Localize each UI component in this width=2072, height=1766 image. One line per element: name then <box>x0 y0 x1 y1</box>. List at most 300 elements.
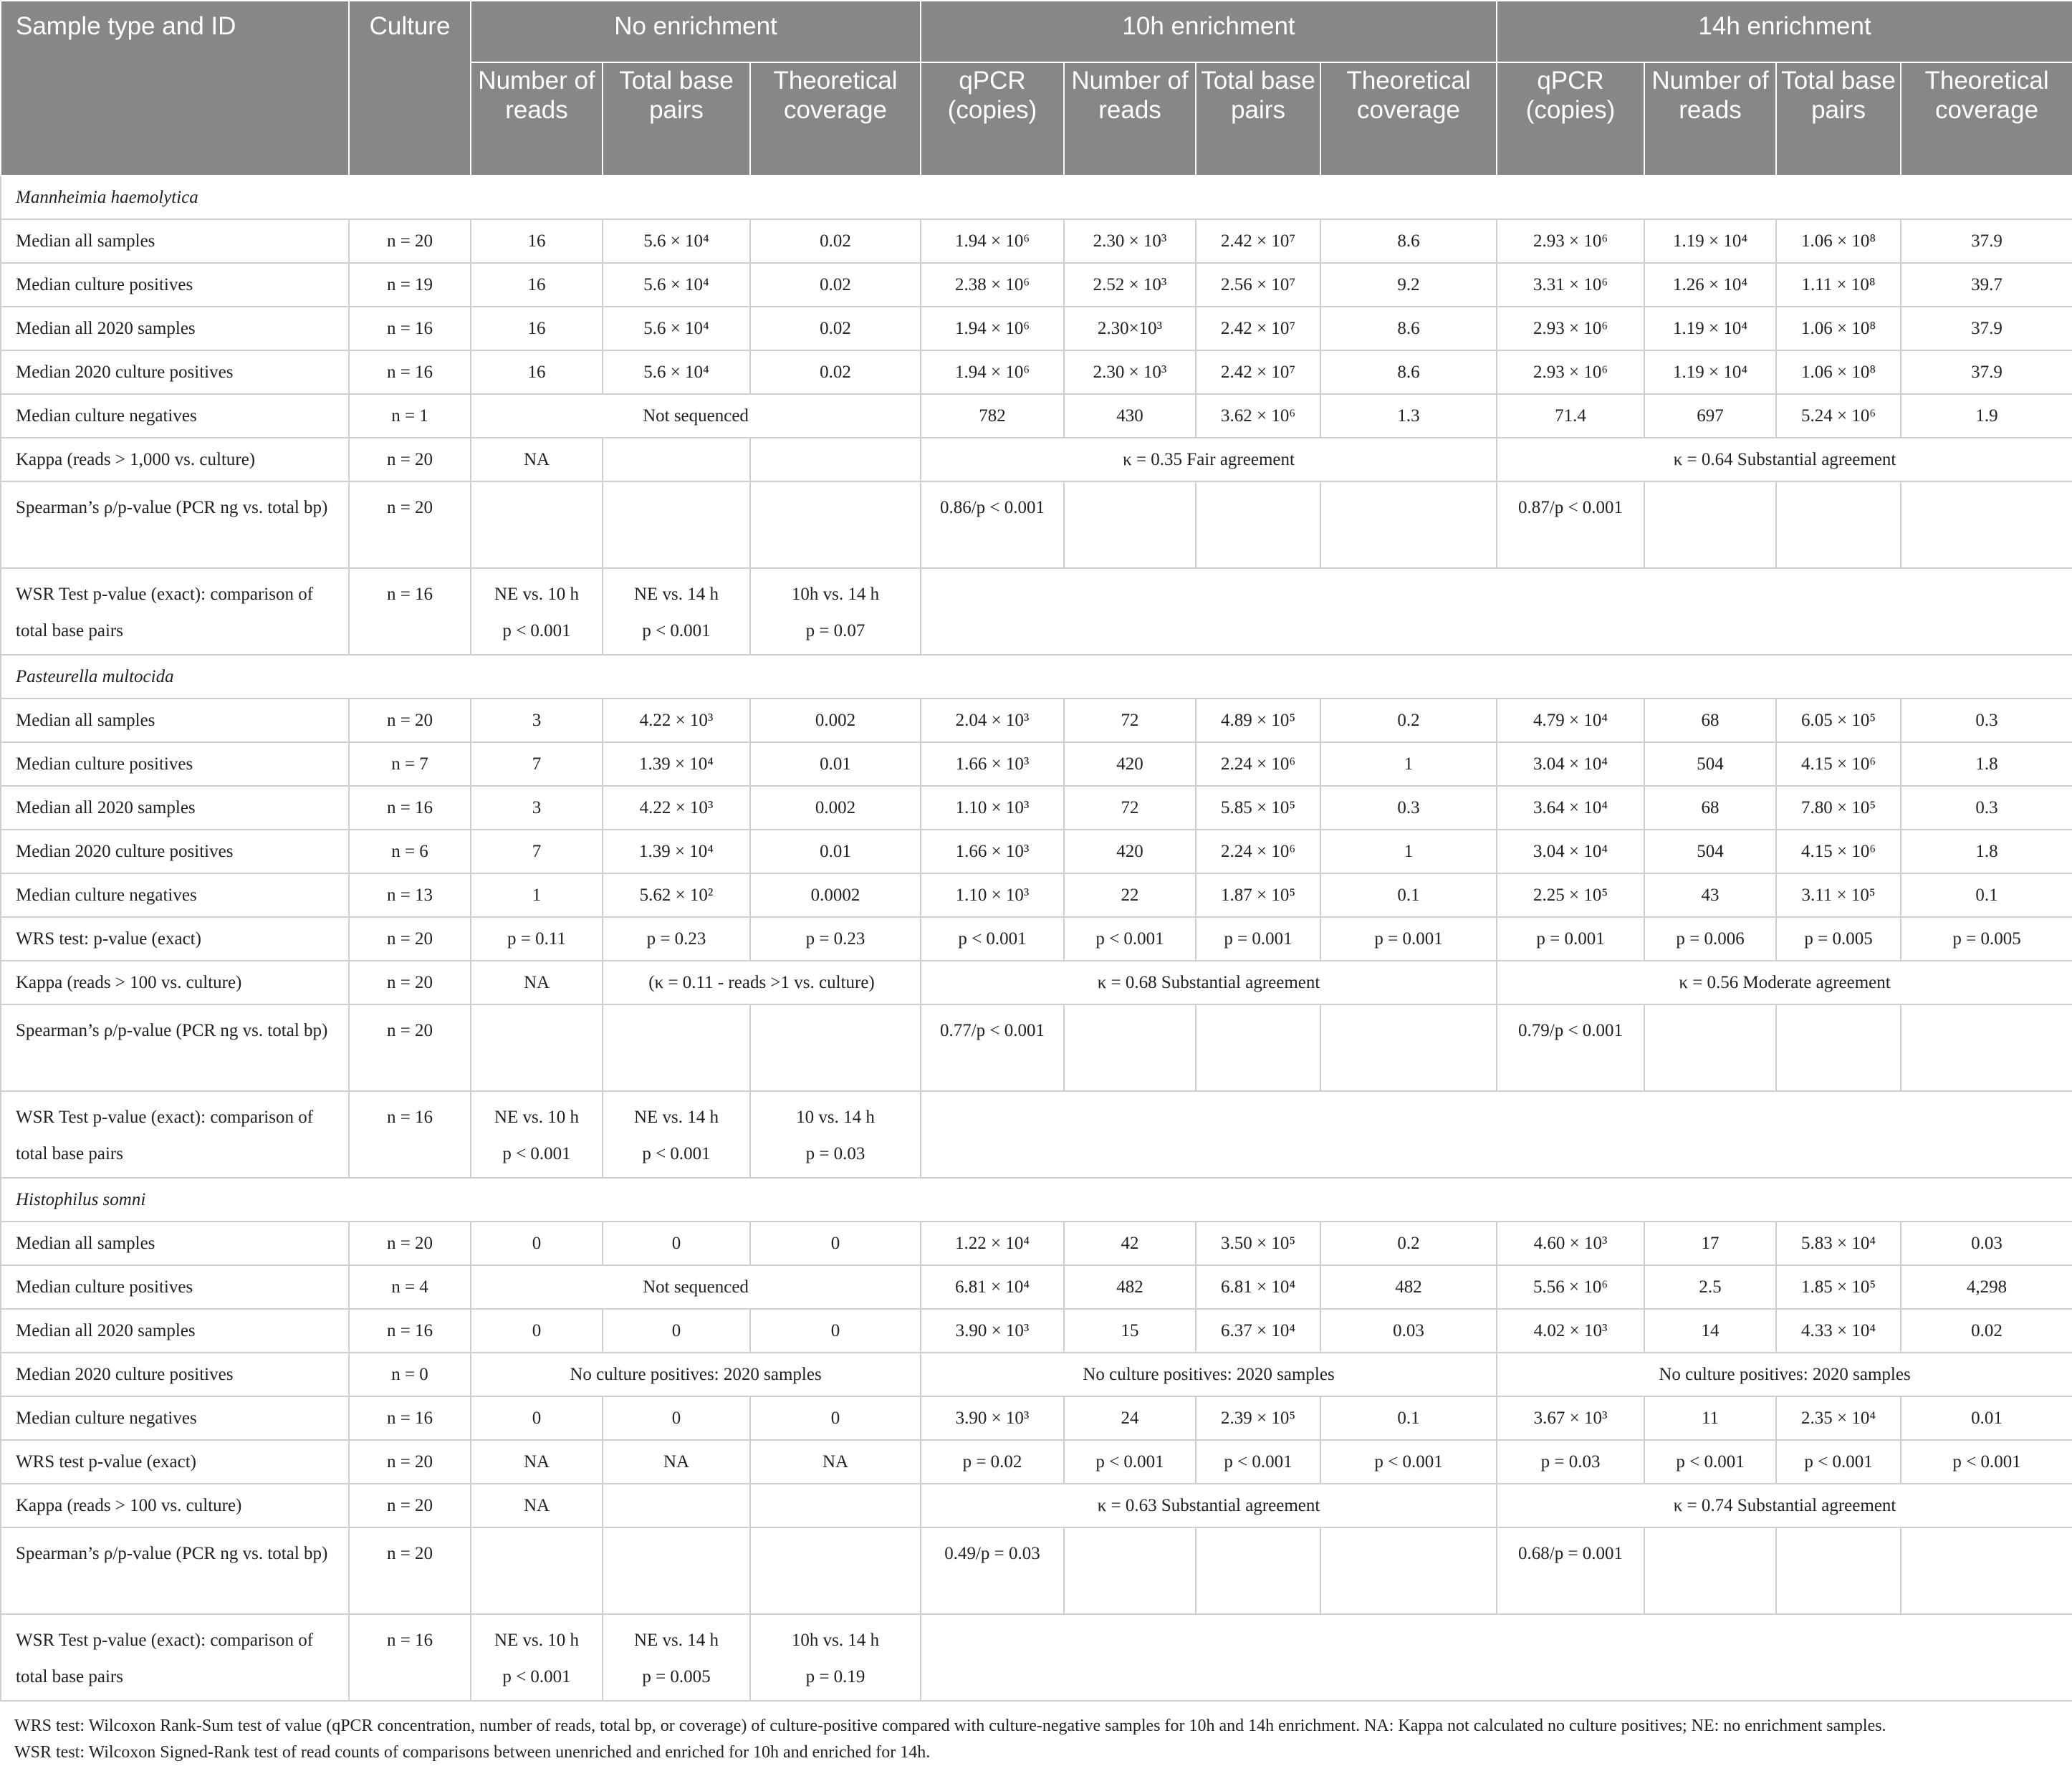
table-cell: 1.8 <box>1901 742 2072 786</box>
table-cell: 37.9 <box>1901 219 2072 263</box>
row-label: WSR Test p-value (exact): comparison of total base pairs <box>1 1614 349 1701</box>
kappa-10h: κ = 0.35 Fair agreement <box>921 438 1497 481</box>
table-cell: p < 0.001 <box>1196 1440 1320 1484</box>
table-cell: 1.10 × 10³ <box>921 786 1064 830</box>
row-label: Spearman’s ρ/p-value (PCR ng vs. total bp) <box>1 1004 349 1091</box>
table-row <box>1 1614 2072 1701</box>
header-10h-coverage: Theoretical coverage <box>1320 62 1497 176</box>
table-cell: 2.56 × 10⁷ <box>1196 263 1320 307</box>
header-10h-reads: Number of reads <box>1064 62 1196 176</box>
table-cell: 2.24 × 10⁶ <box>1196 742 1320 786</box>
wsr-comparison: NE vs. 14 h <box>633 1108 719 1127</box>
table-cell: 7 <box>471 830 603 873</box>
table-cell: 1.8 <box>1901 830 2072 873</box>
table-cell: 3 <box>471 786 603 830</box>
table-cell: 1.19 × 10⁴ <box>1644 219 1776 263</box>
table-cell: 2.30×10³ <box>1064 307 1196 350</box>
table-row <box>1 219 2072 263</box>
empty-cell <box>1644 481 1776 568</box>
row-n: n = 20 <box>349 438 471 481</box>
table-cell: 2.93 × 10⁶ <box>1497 219 1644 263</box>
table-row <box>1 307 2072 350</box>
table-cell: p < 0.001 <box>1901 1440 2072 1484</box>
table-cell: 5.6 × 10⁴ <box>603 263 750 307</box>
table-cell: 420 <box>1064 830 1196 873</box>
empty-cell <box>1196 1004 1320 1091</box>
table-cell: 5.62 × 10² <box>603 873 750 917</box>
kappa-10h: κ = 0.68 Substantial agreement <box>921 961 1497 1004</box>
empty-cell <box>1901 481 2072 568</box>
empty-cell <box>1064 1527 1196 1614</box>
row-label: WRS test: p-value (exact) <box>1 917 349 961</box>
table-cell: NA <box>471 1440 603 1484</box>
row-n: n = 0 <box>349 1353 471 1396</box>
wsr-comparison: 10h vs. 14 h <box>791 585 880 604</box>
table-cell: 482 <box>1320 1265 1497 1309</box>
kappa-10h: κ = 0.63 Substantial agreement <box>921 1484 1497 1527</box>
table-cell: 6.81 × 10⁴ <box>921 1265 1064 1309</box>
table-cell: 68 <box>1644 699 1776 742</box>
row-n: n = 16 <box>349 568 471 655</box>
table-cell: 1.94 × 10⁶ <box>921 219 1064 263</box>
kappa-14h: κ = 0.56 Moderate agreement <box>1497 961 2072 1004</box>
table-cell: 4.15 × 10⁶ <box>1776 830 1901 873</box>
table-cell: 6.81 × 10⁴ <box>1196 1265 1320 1309</box>
table-cell: NA <box>471 1484 603 1527</box>
wsr-pvalue: p = 0.03 <box>805 1144 865 1163</box>
table-row <box>1 1353 2072 1396</box>
empty-cell <box>471 481 603 568</box>
spearman-14h: 0.79/p < 0.001 <box>1497 1004 1644 1091</box>
table-cell: 0.3 <box>1901 786 2072 830</box>
table-cell: 4.89 × 10⁵ <box>1196 699 1320 742</box>
table-cell: 43 <box>1644 873 1776 917</box>
table-row <box>1 1265 2072 1309</box>
row-label: Median 2020 culture positives <box>1 830 349 873</box>
wsr-cell <box>603 1614 750 1701</box>
row-n: n = 16 <box>349 307 471 350</box>
table-row <box>1 830 2072 873</box>
wsr-comparison: NE vs. 10 h <box>494 585 580 604</box>
table-cell: 2.93 × 10⁶ <box>1497 307 1644 350</box>
table-cell: p = 0.11 <box>471 917 603 961</box>
header-ne-bp: Total base pairs <box>603 62 750 176</box>
table-cell: 0 <box>471 1222 603 1265</box>
table-cell: 2.24 × 10⁶ <box>1196 830 1320 873</box>
spearman-10h: 0.49/p = 0.03 <box>921 1527 1064 1614</box>
header-ne-reads: Number of reads <box>471 62 603 176</box>
table-cell: 0.002 <box>750 699 921 742</box>
table-cell: 482 <box>1064 1265 1196 1309</box>
empty-cell <box>750 1004 921 1091</box>
row-label: WRS test p-value (exact) <box>1 1440 349 1484</box>
table-cell: 5.56 × 10⁶ <box>1497 1265 1644 1309</box>
table-cell: NA <box>603 1440 750 1484</box>
empty-cell <box>750 1484 921 1527</box>
table-cell: p = 0.005 <box>1901 917 2072 961</box>
table-cell: 0 <box>471 1309 603 1353</box>
table-cell: 1.22 × 10⁴ <box>921 1222 1064 1265</box>
table-cell: 6.05 × 10⁵ <box>1776 699 1901 742</box>
empty-cell <box>1320 1527 1497 1614</box>
table-row <box>1 263 2072 307</box>
table-row <box>1 742 2072 786</box>
table-cell: 0.1 <box>1320 1396 1497 1440</box>
table-cell: 0.1 <box>1901 873 2072 917</box>
table-cell: 11 <box>1644 1396 1776 1440</box>
table-row <box>1 1222 2072 1265</box>
table-cell: 430 <box>1064 394 1196 438</box>
row-label: WSR Test p-value (exact): comparison of total base pairs <box>1 1091 349 1178</box>
header-14h-enrichment: 14h enrichment <box>1497 1 2072 62</box>
section-row <box>1 655 2072 699</box>
table-cell: 1.06 × 10⁸ <box>1776 350 1901 394</box>
table-body <box>1 176 2072 1701</box>
row-label: Median all samples <box>1 699 349 742</box>
table-cell: 16 <box>471 219 603 263</box>
empty-cell <box>1064 481 1196 568</box>
table-cell: 1.39 × 10⁴ <box>603 830 750 873</box>
row-label: Median culture negatives <box>1 873 349 917</box>
table-row <box>1 394 2072 438</box>
footnote-wrs: WRS test: Wilcoxon Rank-Sum test of value (qPCR concentration, number of reads, total bp, or coverage) of culture-positive compared with culture-negative samples for 10h and 14h enrichment. NA: Kappa not calculated no culture positives; NE: no enrichment samples. <box>14 1717 1886 1735</box>
row-n: n = 20 <box>349 481 471 568</box>
wsr-comparison: NE vs. 10 h <box>494 1108 580 1127</box>
table-cell: 16 <box>471 263 603 307</box>
section-row <box>1 176 2072 219</box>
table-cell: 0.01 <box>1901 1396 2072 1440</box>
table-cell: 5.6 × 10⁴ <box>603 219 750 263</box>
row-n: n = 1 <box>349 394 471 438</box>
spearman-14h: 0.87/p < 0.001 <box>1497 481 1644 568</box>
wsr-pvalue: p = 0.07 <box>805 621 865 640</box>
row-label: Median culture positives <box>1 742 349 786</box>
table-cell: 0.01 <box>750 742 921 786</box>
spearman-14h: 0.68/p = 0.001 <box>1497 1527 1644 1614</box>
table-cell: 24 <box>1064 1396 1196 1440</box>
table-cell: p = 0.23 <box>603 917 750 961</box>
row-label: Median all 2020 samples <box>1 1309 349 1353</box>
wsr-pvalue: p < 0.001 <box>502 621 571 640</box>
table-row <box>1 1440 2072 1484</box>
table-cell: 68 <box>1644 786 1776 830</box>
section-row <box>1 1178 2072 1222</box>
header-10h-qpcr: qPCR (copies) <box>921 62 1064 176</box>
wsr-comparison: 10h vs. 14 h <box>791 1631 880 1650</box>
row-n: n = 7 <box>349 742 471 786</box>
table-cell: 0.02 <box>750 307 921 350</box>
table-cell: 4.22 × 10³ <box>603 699 750 742</box>
table-cell: 2.93 × 10⁶ <box>1497 350 1644 394</box>
row-n: n = 4 <box>349 1265 471 1309</box>
table-cell: 3.64 × 10⁴ <box>1497 786 1644 830</box>
row-n: n = 20 <box>349 1440 471 1484</box>
table-cell: 1.3 <box>1320 394 1497 438</box>
row-label: Median culture negatives <box>1 394 349 438</box>
table-cell: 1.87 × 10⁵ <box>1196 873 1320 917</box>
footnote-wsr: WSR test: Wilcoxon Signed-Rank test of read counts of comparisons between unenriched and enriched for 10h and enriched for 14h. <box>14 1743 931 1762</box>
wsr-cell <box>471 568 603 655</box>
row-n: n = 20 <box>349 1527 471 1614</box>
wsr-pvalue: p < 0.001 <box>642 621 711 640</box>
header-culture: Culture <box>349 1 471 176</box>
table-cell: 4.02 × 10³ <box>1497 1309 1644 1353</box>
footnotes <box>0 1713 2072 1766</box>
row-label: Kappa (reads > 100 vs. culture) <box>1 1484 349 1527</box>
row-n: n = 16 <box>349 1309 471 1353</box>
table-row <box>1 1004 2072 1091</box>
table-row <box>1 873 2072 917</box>
wsr-cell <box>750 1614 921 1701</box>
row-label: Median all 2020 samples <box>1 307 349 350</box>
table-cell: 2.30 × 10³ <box>1064 350 1196 394</box>
row-n: n = 6 <box>349 830 471 873</box>
table-cell: NA <box>750 1440 921 1484</box>
header-ne-coverage: Theoretical coverage <box>750 62 921 176</box>
wsr-pvalue: p < 0.001 <box>502 1667 571 1686</box>
row-label: Median all samples <box>1 1222 349 1265</box>
table-cell: 5.83 × 10⁴ <box>1776 1222 1901 1265</box>
table-cell: NA <box>471 961 603 1004</box>
table-cell: p < 0.001 <box>921 917 1064 961</box>
wsr-cell <box>750 1091 921 1178</box>
table-cell: 42 <box>1064 1222 1196 1265</box>
table-cell: p = 0.001 <box>1497 917 1644 961</box>
spearman-10h: 0.86/p < 0.001 <box>921 481 1064 568</box>
row-n: n = 16 <box>349 1614 471 1701</box>
table-cell: 3.11 × 10⁵ <box>1776 873 1901 917</box>
header-10h-enrichment: 10h enrichment <box>921 1 1497 62</box>
table-header <box>1 1 2072 176</box>
empty-cell <box>603 1004 750 1091</box>
row-label: Spearman’s ρ/p-value (PCR ng vs. total bp) <box>1 481 349 568</box>
table-cell: 0.1 <box>1320 873 1497 917</box>
table-row <box>1 438 2072 481</box>
table-cell: 5.24 × 10⁶ <box>1776 394 1901 438</box>
table-cell: 3.04 × 10⁴ <box>1497 830 1644 873</box>
table-cell: 1.11 × 10⁸ <box>1776 263 1901 307</box>
table-row <box>1 1484 2072 1527</box>
table-cell: 4,298 <box>1901 1265 2072 1309</box>
row-label: Median all 2020 samples <box>1 786 349 830</box>
table-cell: 2.38 × 10⁶ <box>921 263 1064 307</box>
wsr-cell <box>603 568 750 655</box>
empty-cell <box>1776 481 1901 568</box>
empty-cell <box>603 438 750 481</box>
row-n: n = 16 <box>349 1396 471 1440</box>
table-cell: 72 <box>1064 786 1196 830</box>
no-positives-14h: No culture positives: 2020 samples <box>1497 1353 2072 1396</box>
empty-cell <box>1644 1004 1776 1091</box>
table-cell: 0.2 <box>1320 699 1497 742</box>
table-row <box>1 1527 2072 1614</box>
row-n: n = 20 <box>349 1004 471 1091</box>
spearman-10h: 0.77/p < 0.001 <box>921 1004 1064 1091</box>
empty-cell <box>471 1004 603 1091</box>
row-label: Median culture positives <box>1 263 349 307</box>
header-14h-coverage: Theoretical coverage <box>1901 62 2072 176</box>
row-label: Median culture positives <box>1 1265 349 1309</box>
wsr-pvalue: p < 0.001 <box>502 1144 571 1163</box>
table-cell: 1.9 <box>1901 394 2072 438</box>
table-cell: p < 0.001 <box>1776 1440 1901 1484</box>
table-cell: 0.03 <box>1320 1309 1497 1353</box>
header-14h-qpcr: qPCR (copies) <box>1497 62 1644 176</box>
table-cell: 2.5 <box>1644 1265 1776 1309</box>
table-cell: 697 <box>1644 394 1776 438</box>
table-cell: p < 0.001 <box>1320 1440 1497 1484</box>
section-title-pasteurella: Pasteurella multocida <box>1 655 2072 699</box>
table-cell: 2.30 × 10³ <box>1064 219 1196 263</box>
empty-cell <box>1196 481 1320 568</box>
table-cell: 0.3 <box>1320 786 1497 830</box>
empty-cell <box>1776 1527 1901 1614</box>
empty-cell <box>750 481 921 568</box>
table-cell: 1 <box>1320 830 1497 873</box>
table-cell: 1 <box>471 873 603 917</box>
table-cell: 1.10 × 10³ <box>921 873 1064 917</box>
table-cell: p = 0.02 <box>921 1440 1064 1484</box>
not-sequenced-cell: Not sequenced <box>471 394 921 438</box>
table-row <box>1 699 2072 742</box>
table-cell: 1.39 × 10⁴ <box>603 742 750 786</box>
table-cell: 17 <box>1644 1222 1776 1265</box>
row-label: Median 2020 culture positives <box>1 350 349 394</box>
table-cell: 1.85 × 10⁵ <box>1776 1265 1901 1309</box>
row-n: n = 19 <box>349 263 471 307</box>
row-n: n = 20 <box>349 1484 471 1527</box>
table-cell: 782 <box>921 394 1064 438</box>
table-row <box>1 917 2072 961</box>
table-cell: 8.6 <box>1320 307 1497 350</box>
row-n: n = 20 <box>349 219 471 263</box>
wsr-comparison: NE vs. 14 h <box>633 1631 719 1650</box>
table-cell: 0.02 <box>1901 1309 2072 1353</box>
wsr-cell <box>471 1614 603 1701</box>
empty-cell <box>1320 1004 1497 1091</box>
row-n: n = 16 <box>349 1091 471 1178</box>
table-cell: 1 <box>1320 742 1497 786</box>
table-cell: 2.25 × 10⁵ <box>1497 873 1644 917</box>
table-row <box>1 1309 2072 1353</box>
empty-cell <box>603 1527 750 1614</box>
table-cell: 1.94 × 10⁶ <box>921 307 1064 350</box>
table-cell: 16 <box>471 307 603 350</box>
table-cell: 37.9 <box>1901 350 2072 394</box>
table-cell: 2.35 × 10⁴ <box>1776 1396 1901 1440</box>
table-cell: 0 <box>471 1396 603 1440</box>
empty-cell <box>750 1527 921 1614</box>
empty-cell <box>1196 1527 1320 1614</box>
wsr-comparison: NE vs. 10 h <box>494 1631 580 1650</box>
empty-cell <box>1776 1004 1901 1091</box>
empty-cell <box>921 1091 2072 1178</box>
table-cell: 22 <box>1064 873 1196 917</box>
kappa-14h: κ = 0.74 Substantial agreement <box>1497 1484 2072 1527</box>
table-row <box>1 1091 2072 1178</box>
table-cell: 0 <box>750 1396 921 1440</box>
table-cell: 0.01 <box>750 830 921 873</box>
wsr-pvalue: p = 0.005 <box>642 1667 711 1686</box>
table-cell: NA <box>471 438 603 481</box>
table-cell: 504 <box>1644 742 1776 786</box>
table-cell: p < 0.001 <box>1064 917 1196 961</box>
table-cell: 3.90 × 10³ <box>921 1309 1064 1353</box>
table-row <box>1 568 2072 655</box>
kappa-14h: κ = 0.64 Substantial agreement <box>1497 438 2072 481</box>
table-cell: p = 0.001 <box>1196 917 1320 961</box>
table-cell: 1.06 × 10⁸ <box>1776 307 1901 350</box>
table-cell: p < 0.001 <box>1644 1440 1776 1484</box>
row-n: n = 13 <box>349 873 471 917</box>
table-cell: 0.2 <box>1320 1222 1497 1265</box>
table-cell: 0 <box>603 1222 750 1265</box>
header-row-groups <box>1 1 2072 62</box>
table-cell: 0.0002 <box>750 873 921 917</box>
empty-cell <box>921 568 2072 655</box>
no-positives-ne: No culture positives: 2020 samples <box>471 1353 921 1396</box>
empty-cell <box>1064 1004 1196 1091</box>
empty-cell <box>1901 1004 2072 1091</box>
table-cell: p < 0.001 <box>1064 1440 1196 1484</box>
table-cell: 1.26 × 10⁴ <box>1644 263 1776 307</box>
wsr-cell <box>750 568 921 655</box>
table-cell: 0.03 <box>1901 1222 2072 1265</box>
empty-cell <box>750 438 921 481</box>
empty-cell <box>921 1614 2072 1701</box>
table-cell: 5.6 × 10⁴ <box>603 350 750 394</box>
table-cell: 8.6 <box>1320 350 1497 394</box>
section-title-mannheimia: Mannheimia haemolytica <box>1 176 2072 219</box>
table-cell: 7 <box>471 742 603 786</box>
table-row <box>1 786 2072 830</box>
table-cell: 0.02 <box>750 219 921 263</box>
table-cell: 504 <box>1644 830 1776 873</box>
table-cell: 15 <box>1064 1309 1196 1353</box>
table-cell: 6.37 × 10⁴ <box>1196 1309 1320 1353</box>
row-label: Median culture negatives <box>1 1396 349 1440</box>
table-cell: p = 0.006 <box>1644 917 1776 961</box>
table-cell: p = 0.03 <box>1497 1440 1644 1484</box>
table-cell: 3.50 × 10⁵ <box>1196 1222 1320 1265</box>
no-positives-10h: No culture positives: 2020 samples <box>921 1353 1497 1396</box>
table-cell: 2.04 × 10³ <box>921 699 1064 742</box>
row-n: n = 20 <box>349 917 471 961</box>
table-cell: 4.33 × 10⁴ <box>1776 1309 1901 1353</box>
table-cell: 37.9 <box>1901 307 2072 350</box>
header-no-enrichment: No enrichment <box>471 1 921 62</box>
row-label: Kappa (reads > 1,000 vs. culture) <box>1 438 349 481</box>
table-cell: 14 <box>1644 1309 1776 1353</box>
table-cell: 1.66 × 10³ <box>921 742 1064 786</box>
table-cell: 71.4 <box>1497 394 1644 438</box>
table-cell: 1.19 × 10⁴ <box>1644 350 1776 394</box>
empty-cell <box>1901 1527 2072 1614</box>
table-row <box>1 1396 2072 1440</box>
kappa-note: (κ = 0.11 - reads >1 vs. culture) <box>603 961 921 1004</box>
empty-cell <box>1644 1527 1776 1614</box>
table-cell: 0 <box>750 1309 921 1353</box>
table-cell: 5.6 × 10⁴ <box>603 307 750 350</box>
table-cell: 0 <box>603 1396 750 1440</box>
wsr-cell <box>603 1091 750 1178</box>
table-cell: 0.02 <box>750 263 921 307</box>
table-cell: 2.39 × 10⁵ <box>1196 1396 1320 1440</box>
table-cell: 1.94 × 10⁶ <box>921 350 1064 394</box>
table-cell: 39.7 <box>1901 263 2072 307</box>
table-cell: 4.15 × 10⁶ <box>1776 742 1901 786</box>
empty-cell <box>471 1527 603 1614</box>
